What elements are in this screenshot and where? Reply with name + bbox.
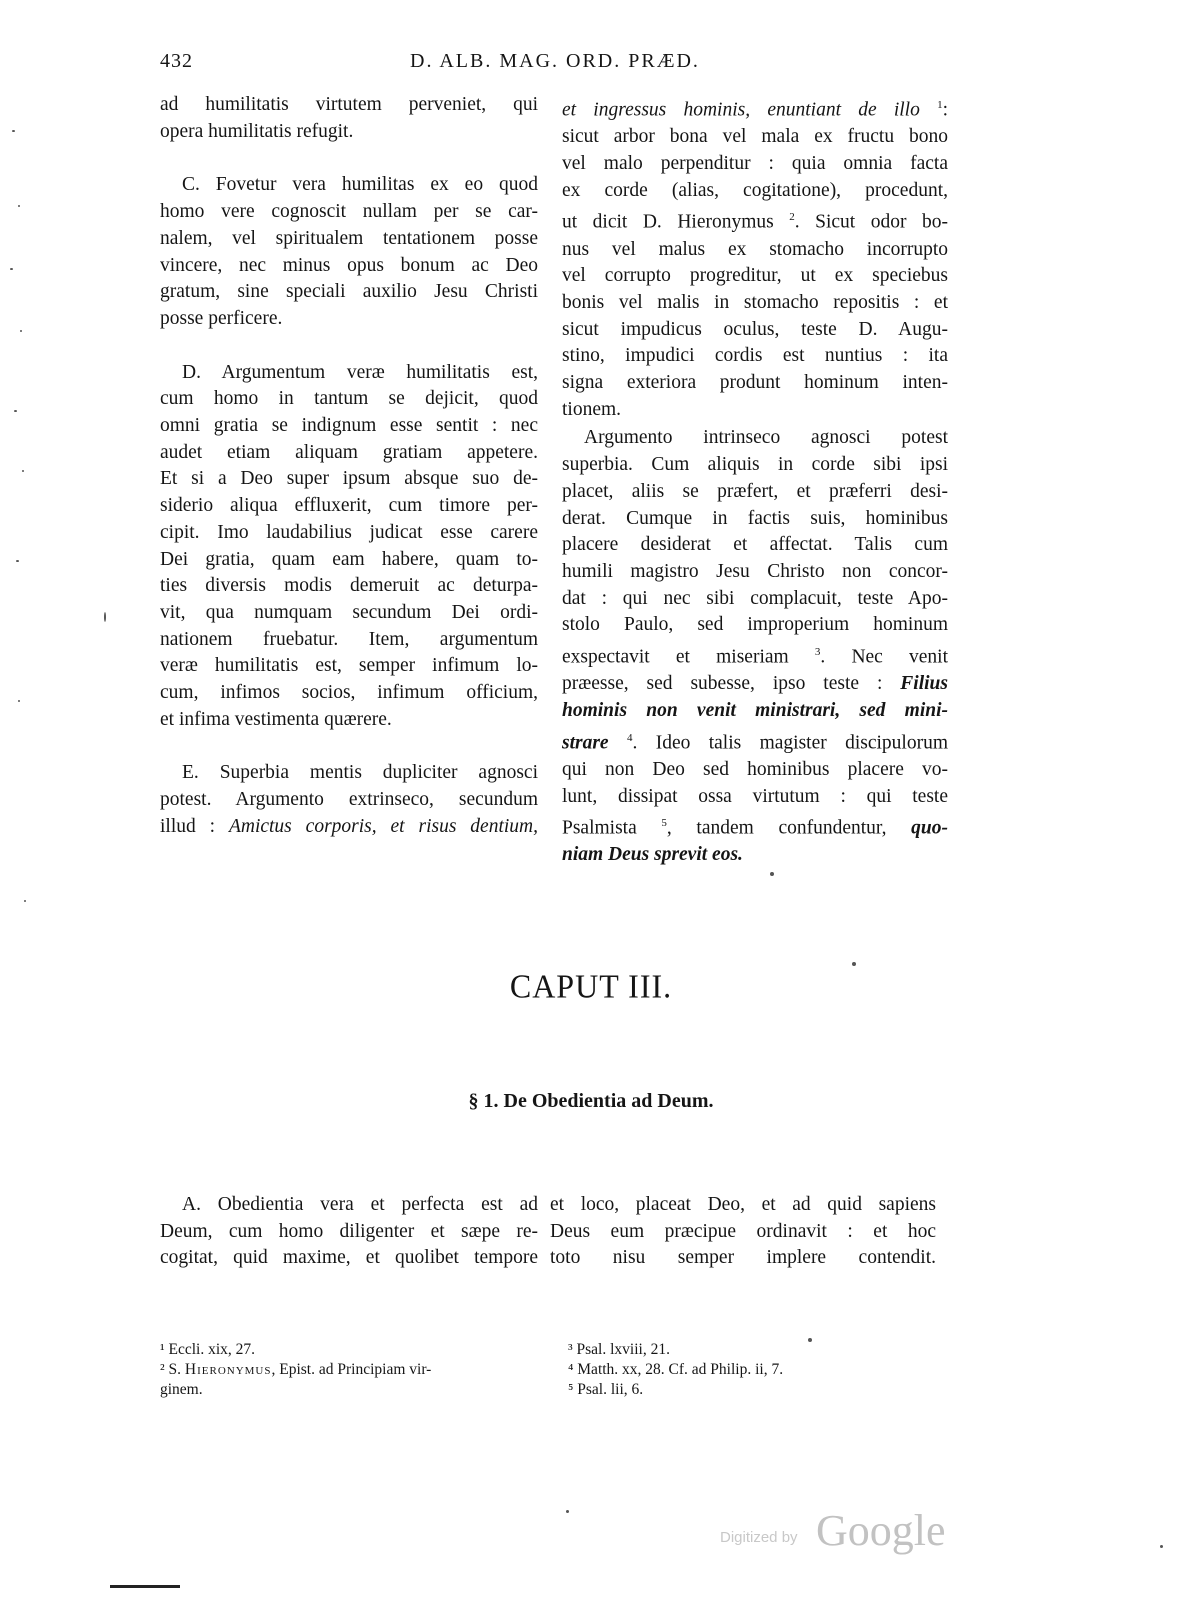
paragraph-d [160,360,538,734]
text-line: Deum, cum homo diligenter et sæpe re- [160,1220,538,1242]
text-line: siderio aliqua effluxerit, cum timore per- [160,495,538,517]
paragraph-a [160,1192,538,1272]
right-column [562,92,948,869]
text-line: derat. Cumque in factis suis, hominibus [562,507,948,529]
text-line [562,204,948,236]
text-segment: ² S. [160,1361,185,1378]
text-line: lunt, dissipat ossa virtutum : qui teste [562,785,948,807]
footnote-ref: 4 [626,731,633,744]
text-line: nus vel malus ex stomacho incorrupto [562,238,948,260]
scan-speck [18,700,20,702]
text-line: toto nisu semper implere contendit. [550,1247,936,1269]
bottom-rule [110,1585,180,1588]
scan-speck [20,330,22,332]
text-line: potest. Argumento extrinseco, secundum [160,789,538,811]
text-line: A. Obedientia vera et perfecta est ad [182,1194,538,1215]
text-line: audet etiam aliquam gratiam appetere. [160,441,538,463]
footnote-ref: 2 [789,211,795,224]
text-line [562,92,948,124]
footnote: ⁵ Psal. lii, 6. [568,1381,644,1398]
text-line: omni gratia se indignum esse sentit : nec [160,415,538,437]
text-line: D. Argumentum veræ humilitatis est, [182,361,538,383]
text-segment: : [942,99,949,121]
text-line: Et si a Deo super ipsum absque suo de- [160,468,538,490]
text-line: signa exteriora produnt hominum inten- [562,372,948,394]
scan-speck [12,130,15,132]
text-line: vincere, nec minus opus bonum ac Deo [160,254,538,276]
footnote: ³ Psal. lxviii, 21. [568,1341,670,1358]
text-line: humili magistro Jesu Christo non concor- [562,560,948,582]
footnote-continuation: ginem. [160,1381,203,1398]
text-line: posse perficere. [160,307,283,329]
text-line: nationem fruebatur. Item, argumentum [160,628,538,650]
footnote-ref: 5 [661,817,667,830]
text-line: opera humilitatis refugit. [160,120,354,142]
digitized-watermark [720,1505,960,1561]
footnote: ¹ Eccli. xix, 27. [160,1341,256,1358]
text-line: Argumento intrinseco agnosci potest [584,427,948,449]
scan-speck [808,1338,812,1342]
text-line: sicut arbor bona vel mala ex fructu bono [562,126,948,148]
running-title: D. ALB. MAG. ORD. PRÆD. [410,50,700,72]
text-line: et infima vestimenta quærere. [160,708,392,730]
footnote [160,1360,530,1380]
text-segment: illud : [160,815,229,837]
paragraph-continuation [160,92,538,145]
text-line: bonis vel malis in stomacho repositis : et [562,291,948,313]
text-line: cogitat, quid maxime, et quolibet tempore [160,1247,538,1269]
text-line: superbia. Cum aliquis in corde sibi ipsi [562,454,948,476]
text-line: E. Superbia mentis dupliciter agnosci [182,762,538,784]
text-line: tionem. [562,398,622,420]
paragraph-c [160,172,538,332]
paragraph-intrinseco [562,425,948,869]
text-line: vit, qua numquam secundum Dei ordi- [160,601,538,623]
text-line [562,671,948,698]
italic-quote: Amictus corporis, et risus dentium, [228,815,538,837]
scan-speck [104,612,106,622]
page-header [160,50,960,86]
text-line: nalem, vel spiritualem tentationem posse [160,227,538,249]
text-line: veræ humilitatis est, semper infimum lo- [160,655,538,677]
text-line: ad humilitatis virtutem perveniet, qui [160,94,538,115]
text-line: ex corde (alias, cogitatione), procedunt, [562,179,948,201]
footnote-ref: 1 [937,99,943,111]
text-segment: exspectavit et miseriam [562,646,789,668]
text-segment: ut dicit D. Hieronymus [562,211,774,233]
text-line: sicut impudicus oculus, teste D. Augu- [562,318,948,340]
scan-speck [24,900,26,902]
scan-speck [18,205,20,207]
text-line: stolo Paulo, sed improperium hominum [562,614,948,636]
section-right-column [550,1192,936,1272]
chapter-heading: CAPUT III. [509,967,673,1005]
text-line: Deus eum præcipue ordinavit : et hoc [550,1220,936,1242]
paragraph-e [160,760,538,840]
scan-speck [10,268,13,270]
scan-speck [566,1510,569,1513]
text-line: dat : qui nec sibi complacuit, teste Apo- [562,587,948,609]
footnote-ref: 3 [814,646,821,659]
section-left-column [160,1192,538,1272]
text-segment: Psalmista [562,817,637,839]
text-line: Dei gratia, quam eam habere, quam to- [160,548,538,570]
italic-quote: quo- [911,817,948,839]
italic-quote: strare [562,732,609,754]
scan-speck [14,410,17,412]
section-heading: § 1. De Obedientia ad Deum. [468,1090,714,1112]
text-line: stino, impudici cordis est nuntius : ita [562,345,948,367]
text-line: placere desiderat et affectat. Talis cum [562,534,948,556]
text-segment: , Epist. ad Principiam vir- [271,1361,432,1378]
text-line: gratum, sine speciali auxilio Jesu Christi [160,281,538,303]
page-number: 432 [160,50,193,72]
text-line: qui non Deo sed hominibus placere vo- [562,758,948,780]
text-line: cipit. Imo laudabilius judicat esse carere [160,521,538,543]
scan-speck [22,470,24,472]
text-segment: præesse, sed subesse, ipso teste : [562,673,901,695]
text-segment: . Sicut odor bo- [794,211,948,233]
footnote: ⁴ Matth. xx, 28. Cf. ad Philip. ii, 7. [568,1361,784,1378]
text-line [562,810,948,842]
scan-speck [16,560,19,562]
footnotes-right [568,1340,928,1400]
text-line: C. Fovetur vera humilitas ex eo quod [182,174,538,196]
text-line: cum, infimos socios, infimum officium, [160,682,538,704]
text-segment: , tandem confundentur, [666,817,912,839]
scan-speck [852,962,856,966]
left-column [160,92,538,841]
italic-quote: Filius [900,673,948,695]
footnotes-left [160,1340,530,1400]
text-line: cum homo in tantum se dejicit, quod [160,388,538,410]
text-line: placet, aliis se præfert, et præferri desi- [562,480,948,502]
text-line [562,639,948,671]
author-name: Hieronymus [184,1361,272,1378]
text-line: vel malo perpenditur : quia omnia facta [562,152,948,174]
text-line: hominis non venit ministrari, sed mini- [562,699,948,721]
text-line: niam Deus sprevit eos. [562,844,743,866]
text-segment: . Ideo talis magister discipulorum [632,732,949,754]
text-line: et loco, placeat Deo, et ad quid sapiens [550,1194,936,1215]
paragraph-a-continued [550,1192,936,1272]
scan-speck [770,872,774,876]
text-line [562,725,948,757]
text-segment: . Nec venit [820,646,948,668]
text-line: vel corrupto progreditur, ut ex speciebus [562,265,948,287]
italic-quote: et ingressus hominis, enuntiant de illo [562,99,920,121]
scan-speck [1160,1545,1163,1548]
google-logo: Google [816,1506,946,1555]
text-line [160,814,538,841]
watermark-prefix: Digitized by [720,1529,798,1546]
text-line: homo vere cognoscit nullam per se car- [160,201,538,223]
text-line: ties diversis modis demeruit ac deturpa- [160,575,538,597]
paragraph-continuation [562,92,948,423]
